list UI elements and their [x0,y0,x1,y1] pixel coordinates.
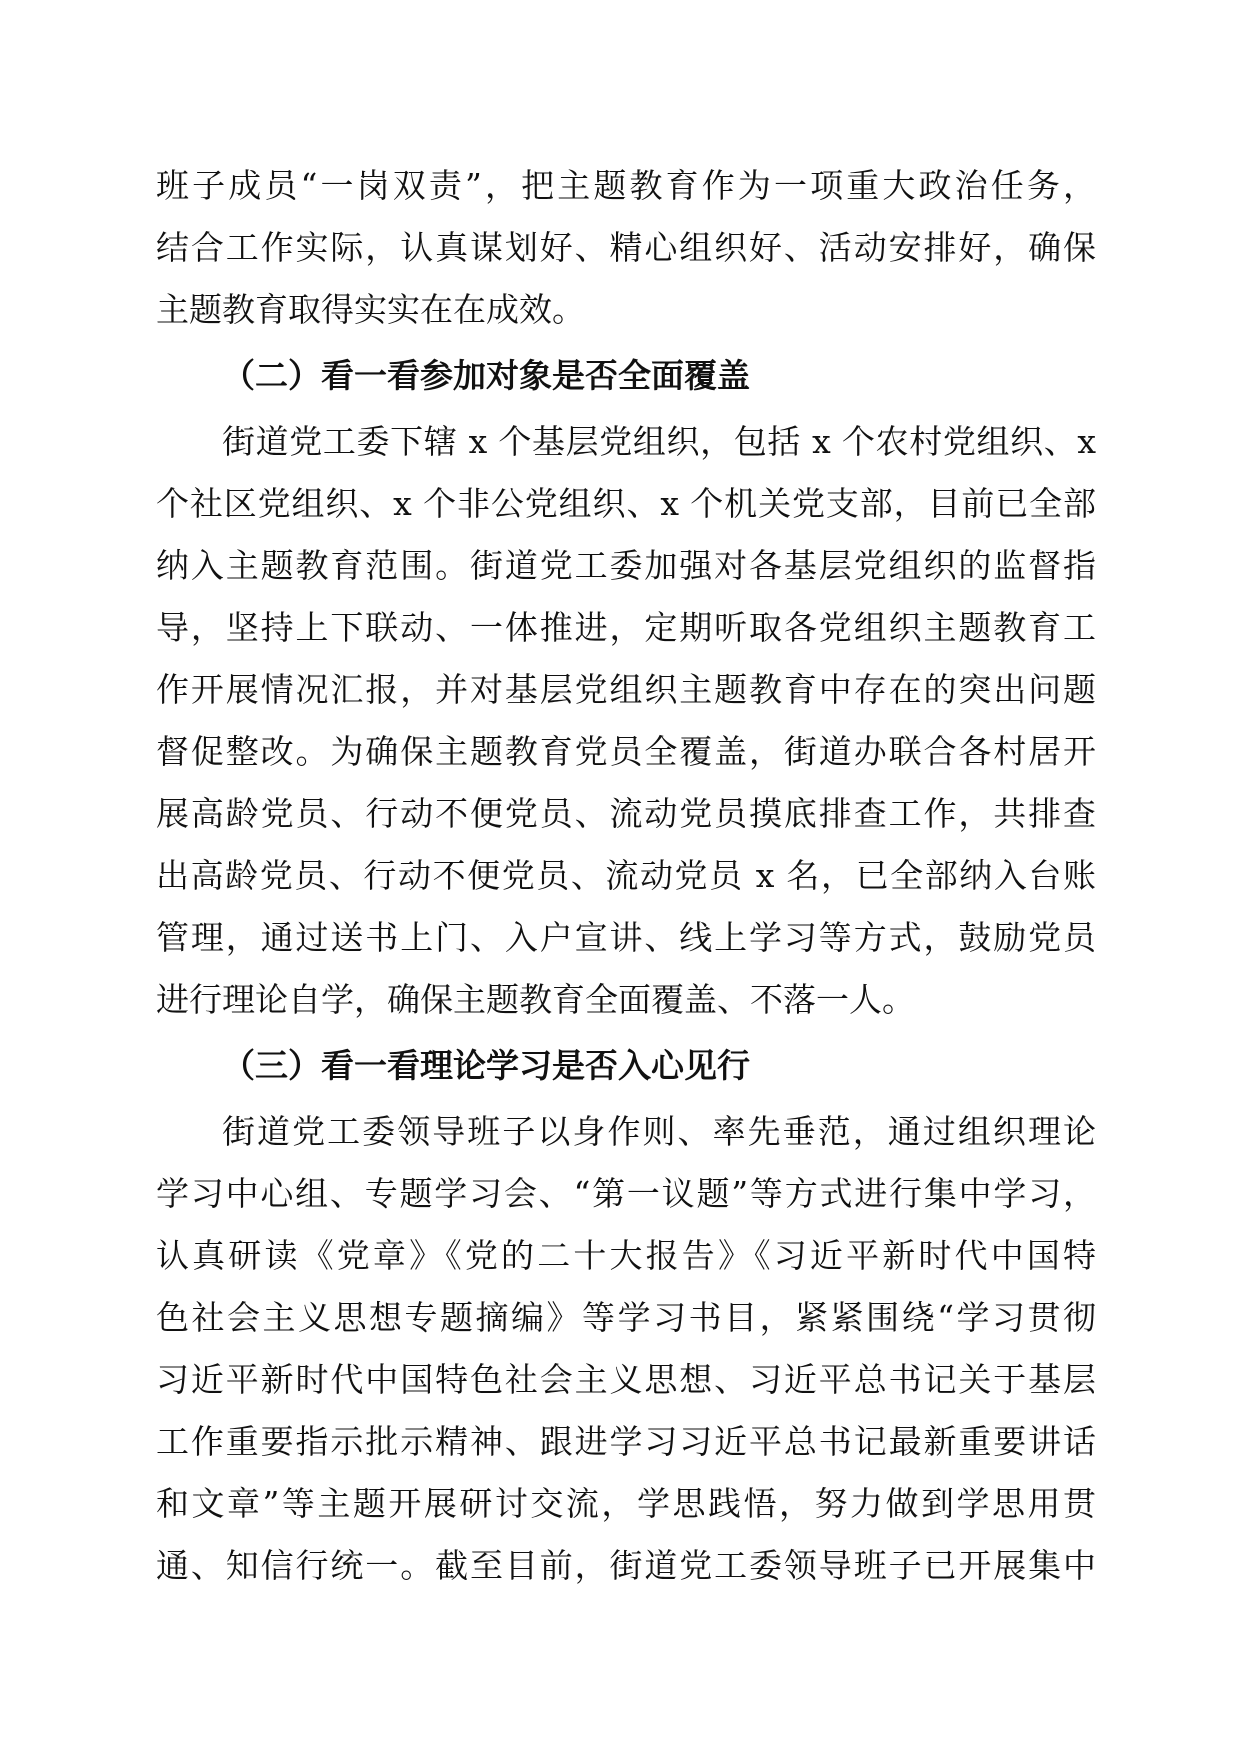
paragraph-line: 进行理论自学，确保主题教育全面覆盖、不落一人。 [156,980,915,1019]
paragraph-line: 督促整改。为确保主题教育党员全覆盖，街道办联合各村居开 [156,732,1096,771]
paragraph-line: 色社会主义思想专题摘编》等学习书目，紧紧围绕“学习贯彻 [156,1298,1096,1337]
section-heading-3: （三）看一看理论学习是否入心见行 [222,1046,750,1085]
paragraph-line: 管理，通过送书上门、入户宣讲、线上学习等方式，鼓励党员 [156,918,1096,957]
paragraph-line: 纳入主题教育范围。街道党工委加强对各基层党组织的监督指 [156,546,1096,585]
paragraph-line: 学习中心组、专题学习会、“第一议题”等方式进行集中学习， [156,1174,1096,1213]
paragraph-line: 街道党工委下辖 x 个基层党组织，包括 x 个农村党组织、x [222,422,1096,461]
paragraph-line: 主题教育取得实实在在成效。 [156,290,585,329]
paragraph-line: 和文章”等主题开展研讨交流，学思践悟，努力做到学思用贯 [156,1484,1096,1523]
paragraph-line: 个社区党组织、x 个非公党组织、x 个机关党支部，目前已全部 [156,484,1096,523]
paragraph-line: 通、知信行统一。截至目前，街道党工委领导班子已开展集中 [156,1546,1096,1585]
paragraph-line: 街道党工委领导班子以身作则、率先垂范，通过组织理论 [222,1112,1096,1151]
paragraph-line: 工作重要指示批示精神、跟进学习习近平总书记最新重要讲话 [156,1422,1096,1461]
paragraph-line: 作开展情况汇报，并对基层党组织主题教育中存在的突出问题 [156,670,1096,709]
paragraph-line: 结合工作实际，认真谋划好、精心组织好、活动安排好，确保 [156,228,1096,267]
paragraph-line: 习近平新时代中国特色社会主义思想、习近平总书记关于基层 [156,1360,1096,1399]
paragraph-line: 班子成员“一岗双责”，把主题教育作为一项重大政治任务， [156,166,1096,205]
paragraph-line: 认真研读《党章》《党的二十大报告》《习近平新时代中国特 [156,1236,1096,1275]
section-heading-2: （二）看一看参加对象是否全面覆盖 [222,356,750,395]
paragraph-line: 导，坚持上下联动、一体推进，定期听取各党组织主题教育工 [156,608,1096,647]
paragraph-line: 出高龄党员、行动不便党员、流动党员 x 名，已全部纳入台账 [156,856,1096,895]
paragraph-line: 展高龄党员、行动不便党员、流动党员摸底排查工作，共排查 [156,794,1096,833]
